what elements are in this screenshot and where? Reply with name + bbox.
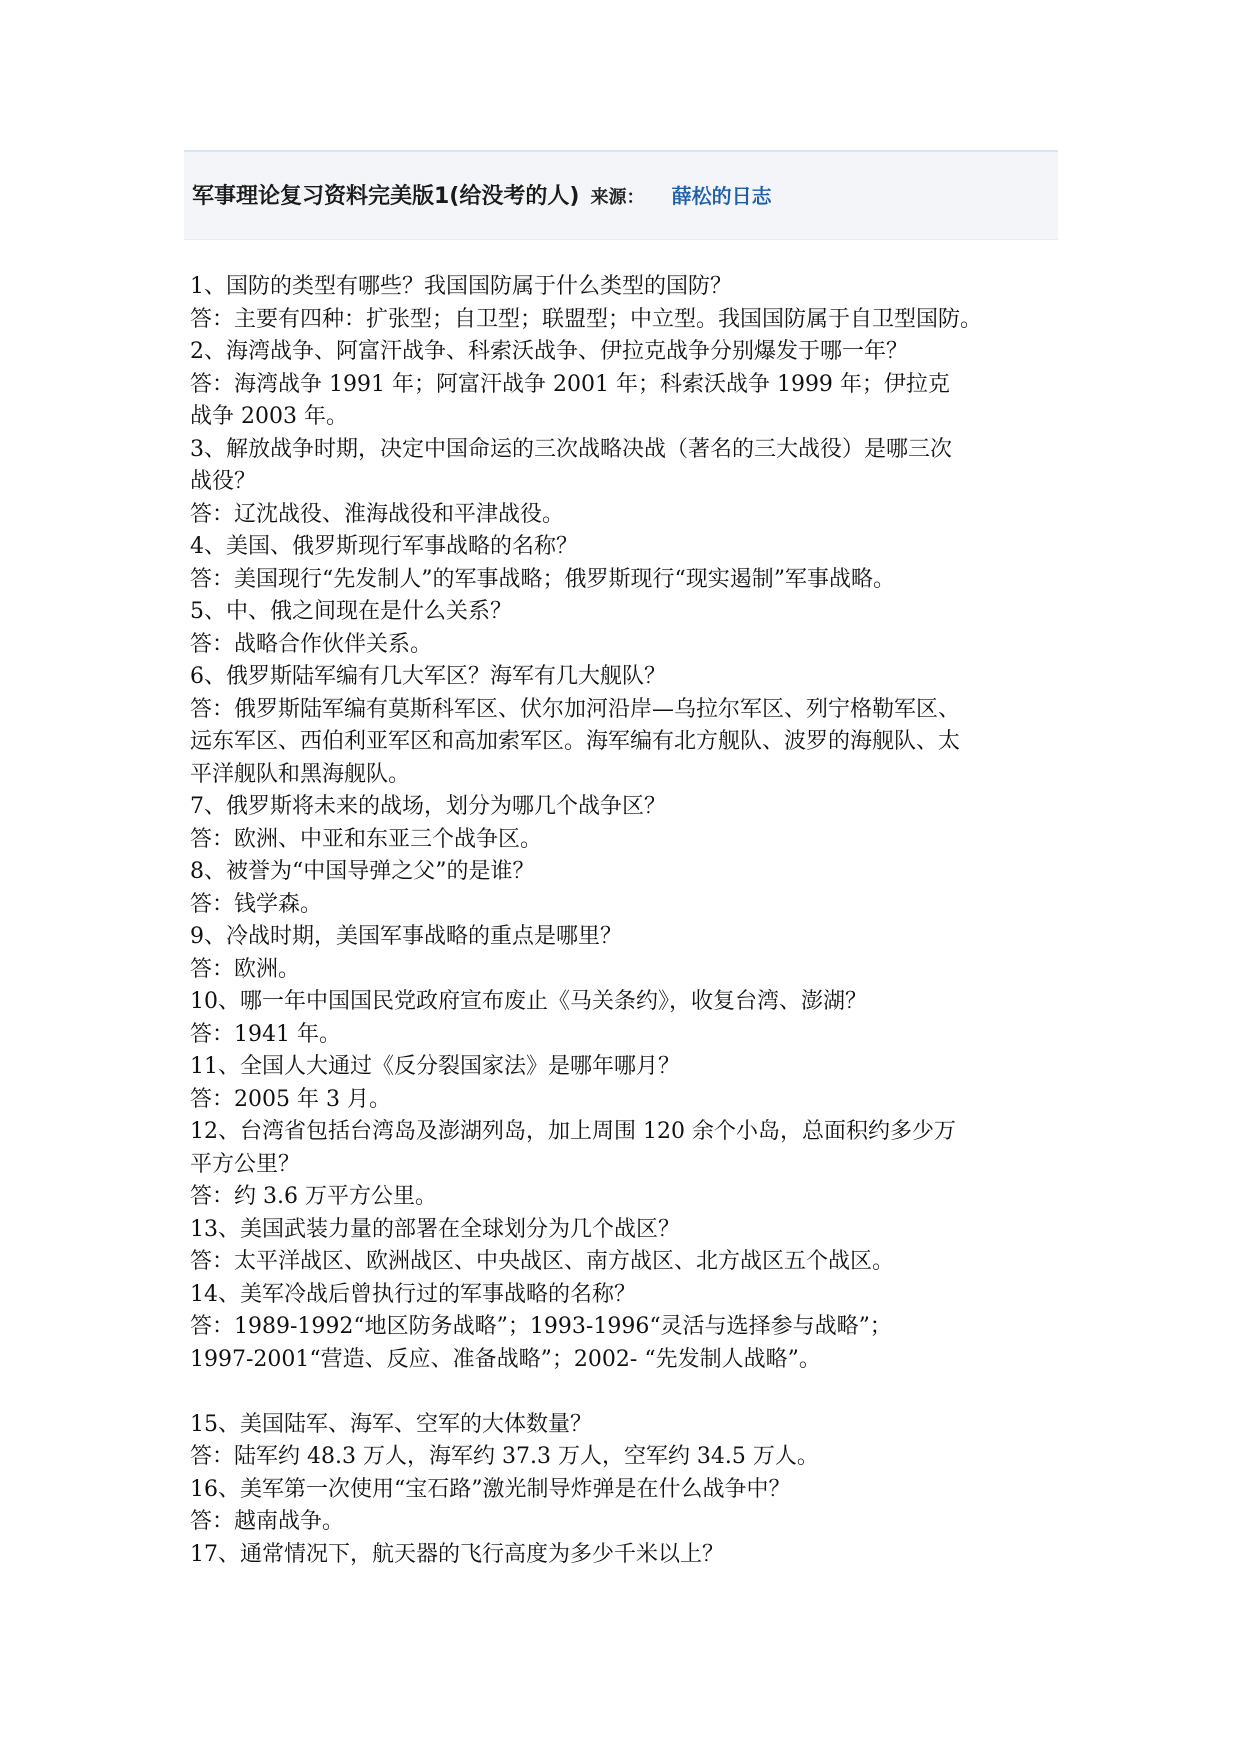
text-line: 答：辽沈战役、淮海战役和平津战役。	[190, 501, 565, 527]
article-body	[190, 271, 1070, 1571]
text-line: 11、全国人大通过《反分裂国家法》是哪年哪月？	[190, 1054, 680, 1079]
text-line: 答：太平洋战区、欧洲战区、中央战区、南方战区、北方战区五个战区。	[190, 1249, 895, 1274]
text-line: 8、被誉为“中国导弹之父”的是谁？	[190, 859, 535, 884]
text-line: 2、海湾战争、阿富汗战争、科索沃战争、伊拉克战争分别爆发于哪一年？	[190, 339, 908, 364]
blank-line	[190, 1376, 1070, 1409]
text-line: 16、美军第一次使用“宝石路”激光制导炸弹是在什么战争中？	[190, 1476, 791, 1502]
text-line: 7、俄罗斯将未来的战场，划分为哪几个战争区？	[190, 794, 666, 819]
text-line: 平洋舰队和黑海舰队。	[190, 761, 411, 787]
text-line: 1、国防的类型有哪些？我国国防属于什么类型的国防？	[190, 274, 732, 299]
text-line: 答：俄罗斯陆军编有莫斯科军区、伏尔加河沿岸—乌拉尔军区、列宁格勒军区、	[190, 696, 961, 722]
text-line: 答：欧洲、中亚和东亚三个战争区。	[190, 826, 543, 852]
text-line: 答：1989-1992“地区防务战略”；1993-1996“灵活与选择参与战略”；	[190, 1314, 892, 1339]
text-line: 答：钱学森。	[190, 891, 323, 917]
text-line: 答：美国现行“先发制人”的军事战略；俄罗斯现行“现实遏制”军事战略。	[190, 566, 895, 592]
source-label: 来源：	[590, 187, 645, 208]
header-line	[192, 179, 772, 210]
text-line: 9、冷战时期，美国军事战略的重点是哪里？	[190, 924, 622, 949]
text-line: 答：主要有四种：扩张型；自卫型；联盟型；中立型。我国国防属于自卫型国防。	[190, 306, 983, 332]
text-line: 答：越南战争。	[190, 1509, 345, 1534]
text-line: 12、台湾省包括台湾岛及澎湖列岛，加上周围 120 余个小岛，总面积约多少万	[190, 1119, 956, 1144]
text-line: 战争 2003 年。	[190, 404, 348, 429]
text-line: 答：欧洲。	[190, 956, 301, 982]
text-line: 平方公里？	[190, 1151, 301, 1177]
source-link[interactable]: 薛松的日志	[671, 184, 772, 208]
text-line: 1997-2001“营造、反应、准备战略”；2002- “先发制人战略”。	[190, 1346, 821, 1372]
text-line: 答：战略合作伙伴关系。	[190, 631, 433, 657]
text-line: 答：海湾战争 1991 年；阿富汗战争 2001 年；科索沃战争 1999 年；伊拉克	[190, 371, 950, 397]
text-line: 5、中、俄之间现在是什么关系？	[190, 599, 512, 624]
article-header	[184, 150, 1058, 240]
text-line: 15、美国陆军、海军、空军的大体数量？	[190, 1411, 592, 1437]
text-line: 13、美国武装力量的部署在全球划分为几个战区？	[190, 1216, 680, 1242]
text-line: 3、解放战争时期，决定中国命运的三次战略决战（著名的三大战役）是哪三次	[190, 436, 952, 462]
text-line: 远东军区、西伯利亚军区和高加索军区。海军编有北方舰队、波罗的海舰队、太	[190, 729, 961, 754]
text-line: 答：1941 年。	[190, 1021, 341, 1047]
text-line: 答：约 3.6 万平方公里。	[190, 1184, 437, 1209]
text-line: 17、通常情况下，航天器的飞行高度为多少千米以上？	[190, 1541, 724, 1567]
text-line: 10、哪一年中国国民党政府宣布废止《马关条约》，收复台湾、澎湖？	[190, 989, 867, 1014]
text-line: 答：陆军约 48.3 万人，海军约 37.3 万人，空军约 34.5 万人。	[190, 1444, 819, 1469]
text-line: 4、美国、俄罗斯现行军事战略的名称？	[190, 534, 578, 559]
text-line: 6、俄罗斯陆军编有几大军区？海军有几大舰队？	[190, 664, 666, 689]
text-line: 战役？	[190, 469, 257, 494]
text-line: 14、美军冷战后曾执行过的军事战略的名称？	[190, 1281, 636, 1307]
text-line: 答：2005 年 3 月。	[190, 1086, 391, 1112]
article-title: 军事理论复习资料完美版1(给没考的人)	[192, 184, 580, 209]
